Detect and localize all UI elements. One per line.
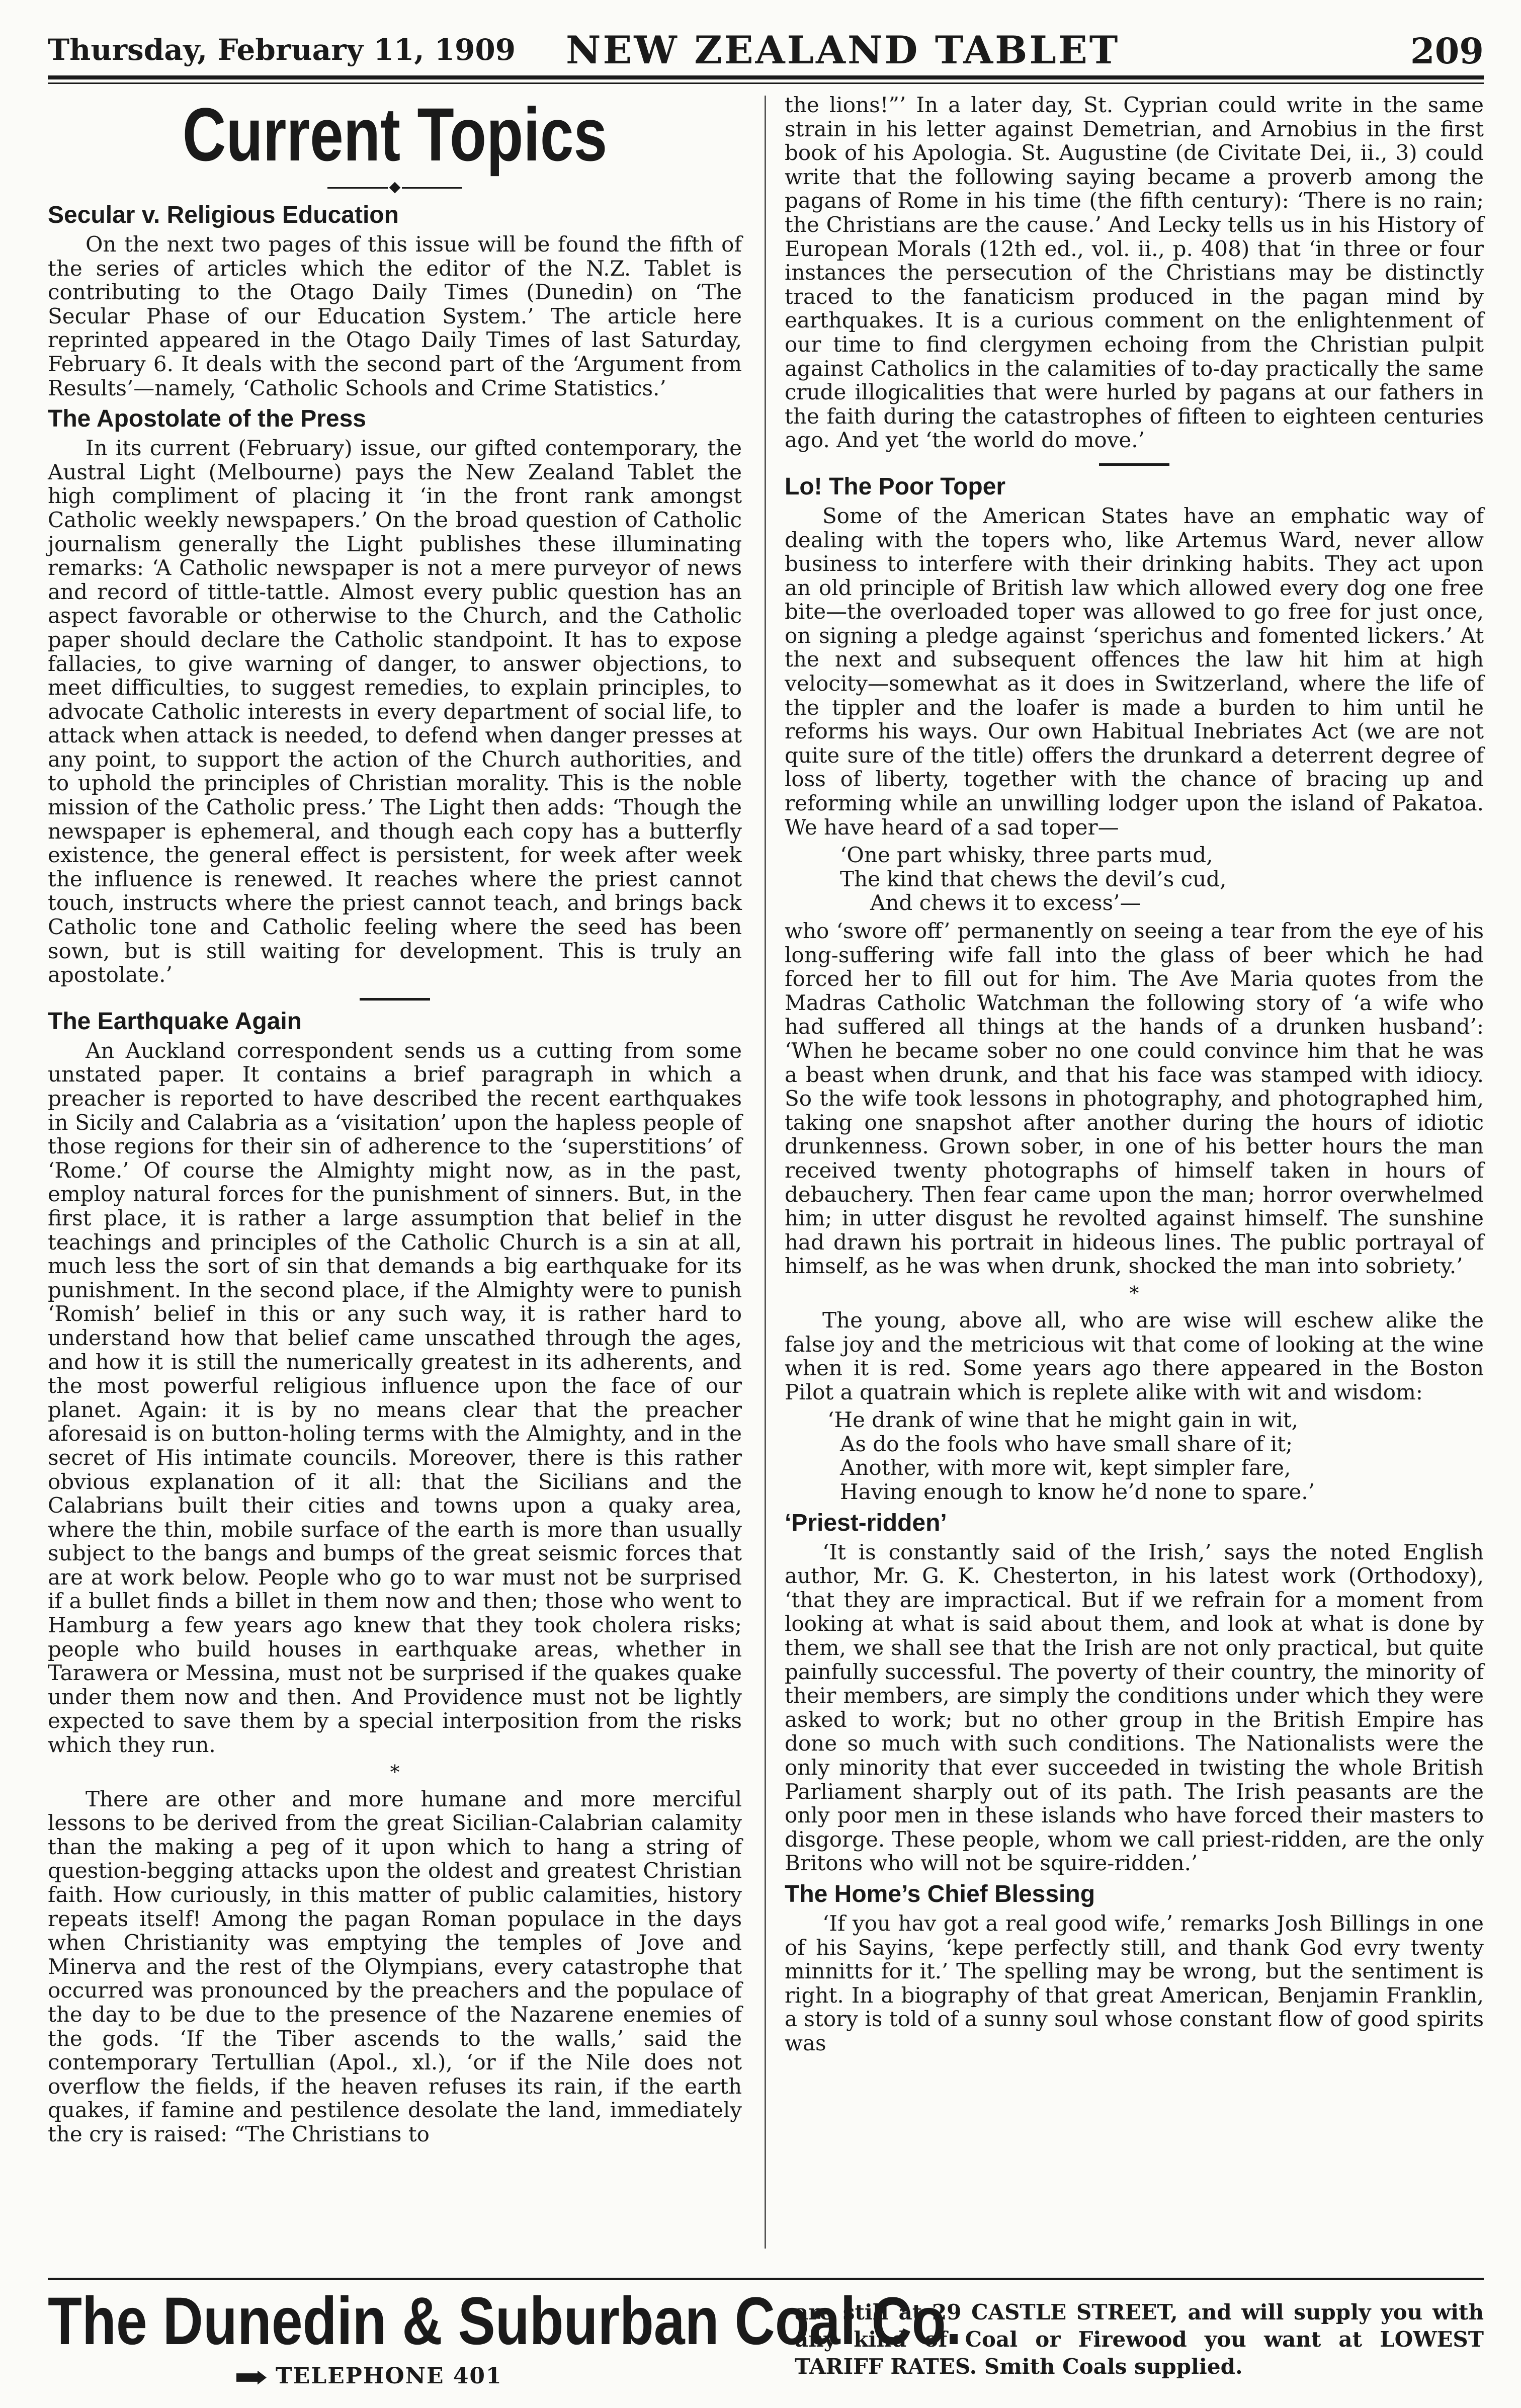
paragraph-toper-1: Some of the American States have an emphatic way of dealing with the topers who, like Artemus Ward, never allow business to interfere with their drinking habits. They act upon an old principle of British law which allowed every dog one free bite—the overloaded toper was allowed to go free for just once, on signing a pledge against ‘sperichus and fomented lickers.’ At the next and subsequent offences the law hit him at high velocity—somewhat as it does in Switzerland, where the life of the tippler and the loafer is made a burden to him until he reforms his ways. Our own Habitual Inebriates Act (we are not quite sure of the title) offers the drunkard a deterrent degree of loss of liberty, together with the chance of bracing up and reforming while an unwilling lodger upon the island of Pakatoa. We have heard of a sad toper— bbox=[785, 503, 1484, 840]
right-column bbox=[785, 93, 1484, 2055]
quatrain-line: As do the fools who have small share of it; bbox=[840, 1431, 1293, 1456]
heading-priest-ridden: ‘Priest-ridden’ bbox=[785, 1509, 947, 1536]
paragraph-apostolate-press: In its current (February) issue, our gifted contemporary, the Austral Light (Melbourne) pays the New Zealand Tablet the high compliment of placing it ‘in the front rank amongst Catholic weekly newspapers.’ On the broad question of Catholic journalism generally the Light publishes these illuminating remarks: ‘A Catholic newspaper is not a mere purveyor of news and record of tittle-tattle. Almost every public question has an aspect favorable or otherwise to the Church, and the Catholic paper should declare the Catholic standpoint. It has to expose fallacies, to give warning of danger, to answer objections, to meet difficulties, to suggest remedies, to explain principles, to advocate Catholic interests in every department of social life, to attack when attack is needed, to defend when danger presses at any point, to support the action of the Church authorities, and to uphold the principles of Christian morality. This is the noble mission of the Catholic press.’ The Light then adds: ‘Though the newspaper is ephemeral, and though each copy has a butterfly existence, the general effect is persistent, for week after week the influence is renewed. It reaches where the priest cannot touch, instructs where the priest cannot teach, and brings back Catholic tone and Catholic feeling where the seed has been sown, but is still waiting for development. This is truly an apostolate.’ bbox=[48, 436, 742, 987]
advertisement-phone-text: TELEPHONE 401 bbox=[276, 2363, 502, 2389]
header-rule bbox=[48, 75, 1484, 79]
paragraph-earthquake-1: An Auckland correspondent sends us a cutting from some unstated paper. It contains a brief paragraph in which a preacher is reported to have described the recent earthquakes in Sicily and Calabria as a ‘visitation’ upon the hapless people of those regions for their sin of adherence to the ‘superstitions’ of ‘Rome.’ Of course the Almighty might now, as in the past, employ natural forces for the punishment of sinners. But, in the first place, it is rather a large assumption that belief in the teachings and principles of the Catholic Church is a sin at all, much less the sort of sin that demands a big earthquake for its punishment. In the second place, if the Almighty were to punish ‘Romish’ belief in this or any such way, it is rather hard to understand how that belief came unscathed through the ages, and how it is still the numerically greatest in its adherents, and the most powerful religious influence upon the face of our planet. Again: it is by no means clear that the preacher aforesaid is on button-holing terms with the Almighty, and in the secret of His intimate councils. Moreover, there is this rather obvious explanation of it all: that the Sicilians and the Calabrians built their cities and towns upon a quaky area, where the thin, mobile surface of the earth is more than usually subject to the bangs and bumps of the great seismic forces that are at work below. People who go to war must not be surprised if a bullet finds a billet in them now and then; those who went to Hamburg a few years ago knew that they took cholera risks; people who build houses in earthquake areas, whether in Tarawera or Messina, must not be surprised if the quakes quake under them now and then. And Providence must not be lightly expected to save them by a special interposition from the risks which they run. bbox=[48, 1038, 742, 1758]
star-divider: * bbox=[390, 1761, 400, 1783]
section-title: Current Topics bbox=[182, 92, 608, 177]
pointing-hand-icon bbox=[236, 2371, 267, 2385]
advertisement-company-name: The Dunedin & Suburban Coal Co. bbox=[48, 2284, 962, 2359]
publication-title: NEW ZEALAND TABLET bbox=[566, 28, 1120, 72]
advertisement-text: are still at 29 CASTLE STREET, and will supply you with any kind of Coal or Firewood you want at LOWEST TARIFF RATES. Smith Coals supplied. bbox=[795, 2300, 1484, 2379]
left-column bbox=[48, 93, 742, 2146]
advertisement-rule bbox=[48, 2278, 1484, 2280]
paragraph-secular-education: On the next two pages of this issue will be found the fifth of the series of articles which the editor of the N.Z. Tablet is contributing to the Otago Daily Times (Dunedin) on ‘The Secular Phase of our Education System.’ The article here reprinted appeared in the Otago Daily Times of last Saturday, February 6. It deals with the second part of the ‘Argument from Results’—namely, ‘Catholic Schools and Crime Statistics.’ bbox=[48, 232, 742, 400]
header-rule-thin bbox=[48, 82, 1484, 84]
star-divider: * bbox=[1129, 1282, 1139, 1304]
quatrain-line: Having enough to know he’d none to spare.’ bbox=[840, 1479, 1315, 1505]
paragraph-continuation: the lions!”’ In a later day, St. Cyprian could write in the same strain in his letter against Demetrian, and Arnobius in the first book of his Apologia. St. Augustine (de Civitate Dei, ii., 3) could write that the following saying became a proverb among the pagans of Rome in his time (the fifth century): ‘There is no rain; the Christians are the cause.’ And Lecky tells us in his History of European Morals (12th ed., vol. ii., p. 408) that ‘in three or four instances the persecution of the Christians may be distinctly traced to the fanaticism produced in the pagan mind by earthquakes. It is a curious comment on the enlightenment of our time to find clergymen echoing from the Christian pulpit against Catholics in the calamities of to-day practically the same crude illogicalities that were hurled by pagans at our fathers in the faith during the catastrophes of fifteen to eighteen centuries ago. And yet ‘the world do move.’ bbox=[785, 93, 1484, 453]
advertisement-phone bbox=[236, 2363, 502, 2389]
masthead bbox=[48, 28, 1484, 78]
quatrain-line: Another, with more wit, kept simpler fare, bbox=[840, 1455, 1291, 1480]
quatrain bbox=[785, 1408, 1484, 1504]
heading-apostolate-press: The Apostolate of the Press bbox=[48, 405, 366, 433]
quatrain-line: ‘He drank of wine that he might gain in wit, bbox=[827, 1407, 1298, 1433]
title-ornament bbox=[48, 178, 742, 196]
paragraph-priest-ridden: ‘It is constantly said of the Irish,’ says the noted English author, Mr. G. K. Chesterton, in his latest work (Orthodoxy), ‘that they are impractical. But if we refrain for a moment from looking at what is said about them, and look at what is done by them, we shall see that the Irish are not only practical, but quite painfully successful. The poverty of their country, the minority of their members, are simply the conditions under which they were asked to work; but no other group in the British Empire has done so much with such conditions. The Nationalists were the only minority that ever succeeded in twisting the whole British Parliament sharply out of its path. The Irish peasants are the only poor men in these islands who have forced their masters to disgorge. These people, whom we call priest-ridden, are the only Britons who will not be squire-ridden.’ bbox=[785, 1539, 1484, 1876]
verse-line: And chews it to excess’— bbox=[870, 890, 1141, 916]
verse-line: The kind that chews the devil’s cud, bbox=[840, 866, 1227, 891]
heading-home-blessing: The Home’s Chief Blessing bbox=[785, 1880, 1095, 1907]
section-separator bbox=[1099, 463, 1169, 466]
issue-date: Thursday, February 11, 1909 bbox=[48, 33, 516, 67]
paragraph-toper-3: The young, above all, who are wise will eschew alike the false joy and the metricious wit that come of looking at the wine when it is red. Some years ago there appeared in the Boston Pilot a quatrain which is replete alike with wit and wisdom: bbox=[785, 1307, 1484, 1404]
verse-line: ‘One part whisky, three parts mud, bbox=[840, 843, 1213, 868]
paragraph-home-blessing: ‘If you hav got a real good wife,’ remarks Josh Billings in one of his Sayins, ‘kepe perfectly still, and thank God evry twenty minnitts for it.’ The spelling may be wrong, but the sentiment is right. In a biography of that great American, Benjamin Franklin, a story is told of a sunny soul whose constant flow of good spirits was bbox=[785, 1911, 1484, 2055]
heading-poor-toper: Lo! The Poor Toper bbox=[785, 473, 1006, 500]
section-separator bbox=[360, 998, 430, 1001]
paragraph-earthquake-2: There are other and more humane and more merciful lessons to be derived from the great Sicilian-Calabrian calamity than the making a peg of it upon which to hang a string of question-begging attacks upon the oldest and greatest Christian faith. How curiously, in this matter of public calamities, history repeats itself! Among the pagan Roman populace in the days when Christianity was emptying the temples of Jove and Minerva and the rest of the Olympians, every catastrophe that occurred was pronounced by the preachers and the populace of the day to be due to the presence of the Nazarene enemies of the gods. ‘If the Tiber ascends to the walls,’ said the contemporary Tertullian (Apol., xl.), ‘or if the Nile does not overflow the fields, if the heaven refuses its rain, if the earth quakes, if famine and pestilence desolate the land, immediately the cry is raised: “The Christians to bbox=[48, 1786, 742, 2146]
column-divider bbox=[765, 96, 766, 2249]
paragraph-toper-2: who ‘swore off’ permanently on seeing a tear from the eye of his long-suffering wife fall into the glass of beer which he had forced her to fill out for him. The Ave Maria quotes from the Madras Catholic Watchman the following story of ‘a wife who had suffered all things at the hands of a drunken husband’: ‘When he became sober no one could convince him that he was a beast when drunk, and that his face was stamped with idiocy. So the wife took lessons in photography, and photographed him, taking one snapshot after another during the hours of idiotic drunkenness. Grown sober, in one of his better hours the man received twenty photographs of himself taken in hours of debauchery. Then fear came upon the man; horror overwhelmed him; in utter disgust he revolted against himself. The sunshine had drawn his portrait in hideous lines. The public portrayal of himself, as he was when drunk, shocked the man into sobriety.’ bbox=[785, 919, 1484, 1279]
heading-secular-education: Secular v. Religious Education bbox=[48, 202, 399, 228]
page-number: 209 bbox=[1410, 30, 1484, 72]
verse-toper bbox=[785, 843, 1484, 915]
heading-earthquake: The Earthquake Again bbox=[48, 1008, 302, 1035]
